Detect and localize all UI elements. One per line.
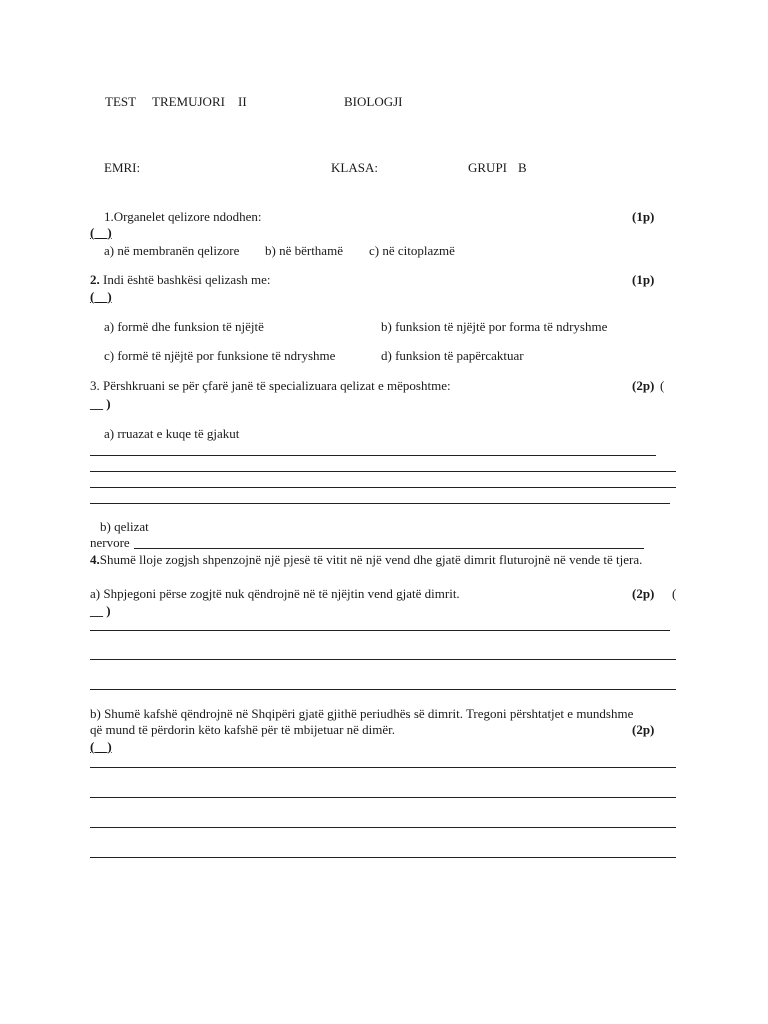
group-label: GRUPI	[468, 160, 508, 175]
q4-part-a-answer-blank[interactable]: __ )	[90, 603, 111, 618]
q3-answer-blank[interactable]: __ )	[90, 396, 111, 411]
q1-option-c[interactable]: c) në citoplazmë	[369, 243, 455, 258]
answer-line[interactable]	[134, 548, 644, 549]
test-label: TEST	[105, 94, 137, 109]
q2-text-body: Indi është bashkësi qelizash me:	[99, 272, 271, 287]
answer-line[interactable]	[90, 455, 656, 456]
q3-text: 3. Përshkruani se për çfarë janë të specializuara qelizat e mëposhtme:	[90, 378, 451, 393]
q4-part-b-points: (2p)	[632, 722, 655, 737]
answer-line[interactable]	[90, 689, 676, 690]
q1-points: (1p)	[632, 209, 655, 224]
q4-part-b-answer-blank[interactable]: (__)	[90, 739, 112, 754]
answer-line[interactable]	[90, 630, 670, 631]
q3-points: (2p)	[632, 378, 655, 393]
q3-blank-open: (	[660, 378, 665, 393]
q2-points: (1p)	[632, 272, 655, 287]
subject-title: BIOLOGJI	[344, 94, 403, 109]
q1-answer-blank[interactable]: (__)	[90, 225, 112, 240]
q1-text: 1.Organelet qelizore ndodhen:	[104, 209, 262, 224]
answer-line[interactable]	[90, 827, 676, 828]
q2-option-d[interactable]: d) funksion të papërcaktuar	[381, 348, 524, 363]
q2-option-b[interactable]: b) funksion të njëjtë por forma të ndryshme	[381, 319, 608, 334]
q4-part-b: b) Shumë kafshë qëndrojnë në Shqipëri gjatë gjithë periudhës së dimrit. Tregoni përshtatjet e mundshme	[90, 706, 634, 721]
name-label: EMRI:	[104, 160, 141, 175]
q4-number: 4.	[90, 552, 100, 567]
q4-part-a-points: (2p)	[632, 586, 655, 601]
q1-option-a[interactable]: a) në membranën qelizore	[104, 243, 240, 258]
q4-text	[90, 552, 642, 567]
q4-part-b-cont: që mund të përdorin këto kafshë për të mbijetuar në dimër.	[90, 722, 396, 737]
answer-line[interactable]	[90, 659, 676, 660]
q1-option-b[interactable]: b) në bërthamë	[265, 243, 343, 258]
class-label: KLASA:	[331, 160, 378, 175]
group-value: B	[518, 160, 527, 175]
answer-line[interactable]	[90, 487, 676, 488]
q3-part-a: a) rruazat e kuqe të gjakut	[104, 426, 240, 441]
q3-part-b-label: b) qelizat	[100, 519, 149, 534]
q4-part-a: a) Shpjegoni përse zogjtë nuk qëndrojnë në të njëjtin vend gjatë dimrit.	[90, 586, 460, 601]
q4-part-a-blank-open: (	[672, 586, 677, 601]
q2-option-c[interactable]: c) formë të njëjtë por funksione të ndryshme	[104, 348, 336, 363]
answer-line[interactable]	[90, 797, 676, 798]
answer-line[interactable]	[90, 503, 670, 504]
q2-option-a[interactable]: a) formë dhe funksion të njëjtë	[104, 319, 264, 334]
q4-text-body: Shumë lloje zogjsh shpenzojnë një pjesë të vitit në një vend dhe gjatë dimrit fluturojnë në vende të tjera.	[99, 552, 643, 567]
q3-part-b-label-cont: nervore	[90, 535, 130, 550]
answer-line[interactable]	[90, 471, 676, 472]
q2-answer-blank[interactable]: (__)	[90, 289, 112, 304]
term-number: II	[238, 94, 247, 109]
q2-text	[90, 272, 271, 287]
answer-line[interactable]	[90, 767, 676, 768]
term-label: TREMUJORI	[152, 94, 225, 109]
answer-line[interactable]	[90, 857, 676, 858]
q2-number: 2.	[90, 272, 100, 287]
